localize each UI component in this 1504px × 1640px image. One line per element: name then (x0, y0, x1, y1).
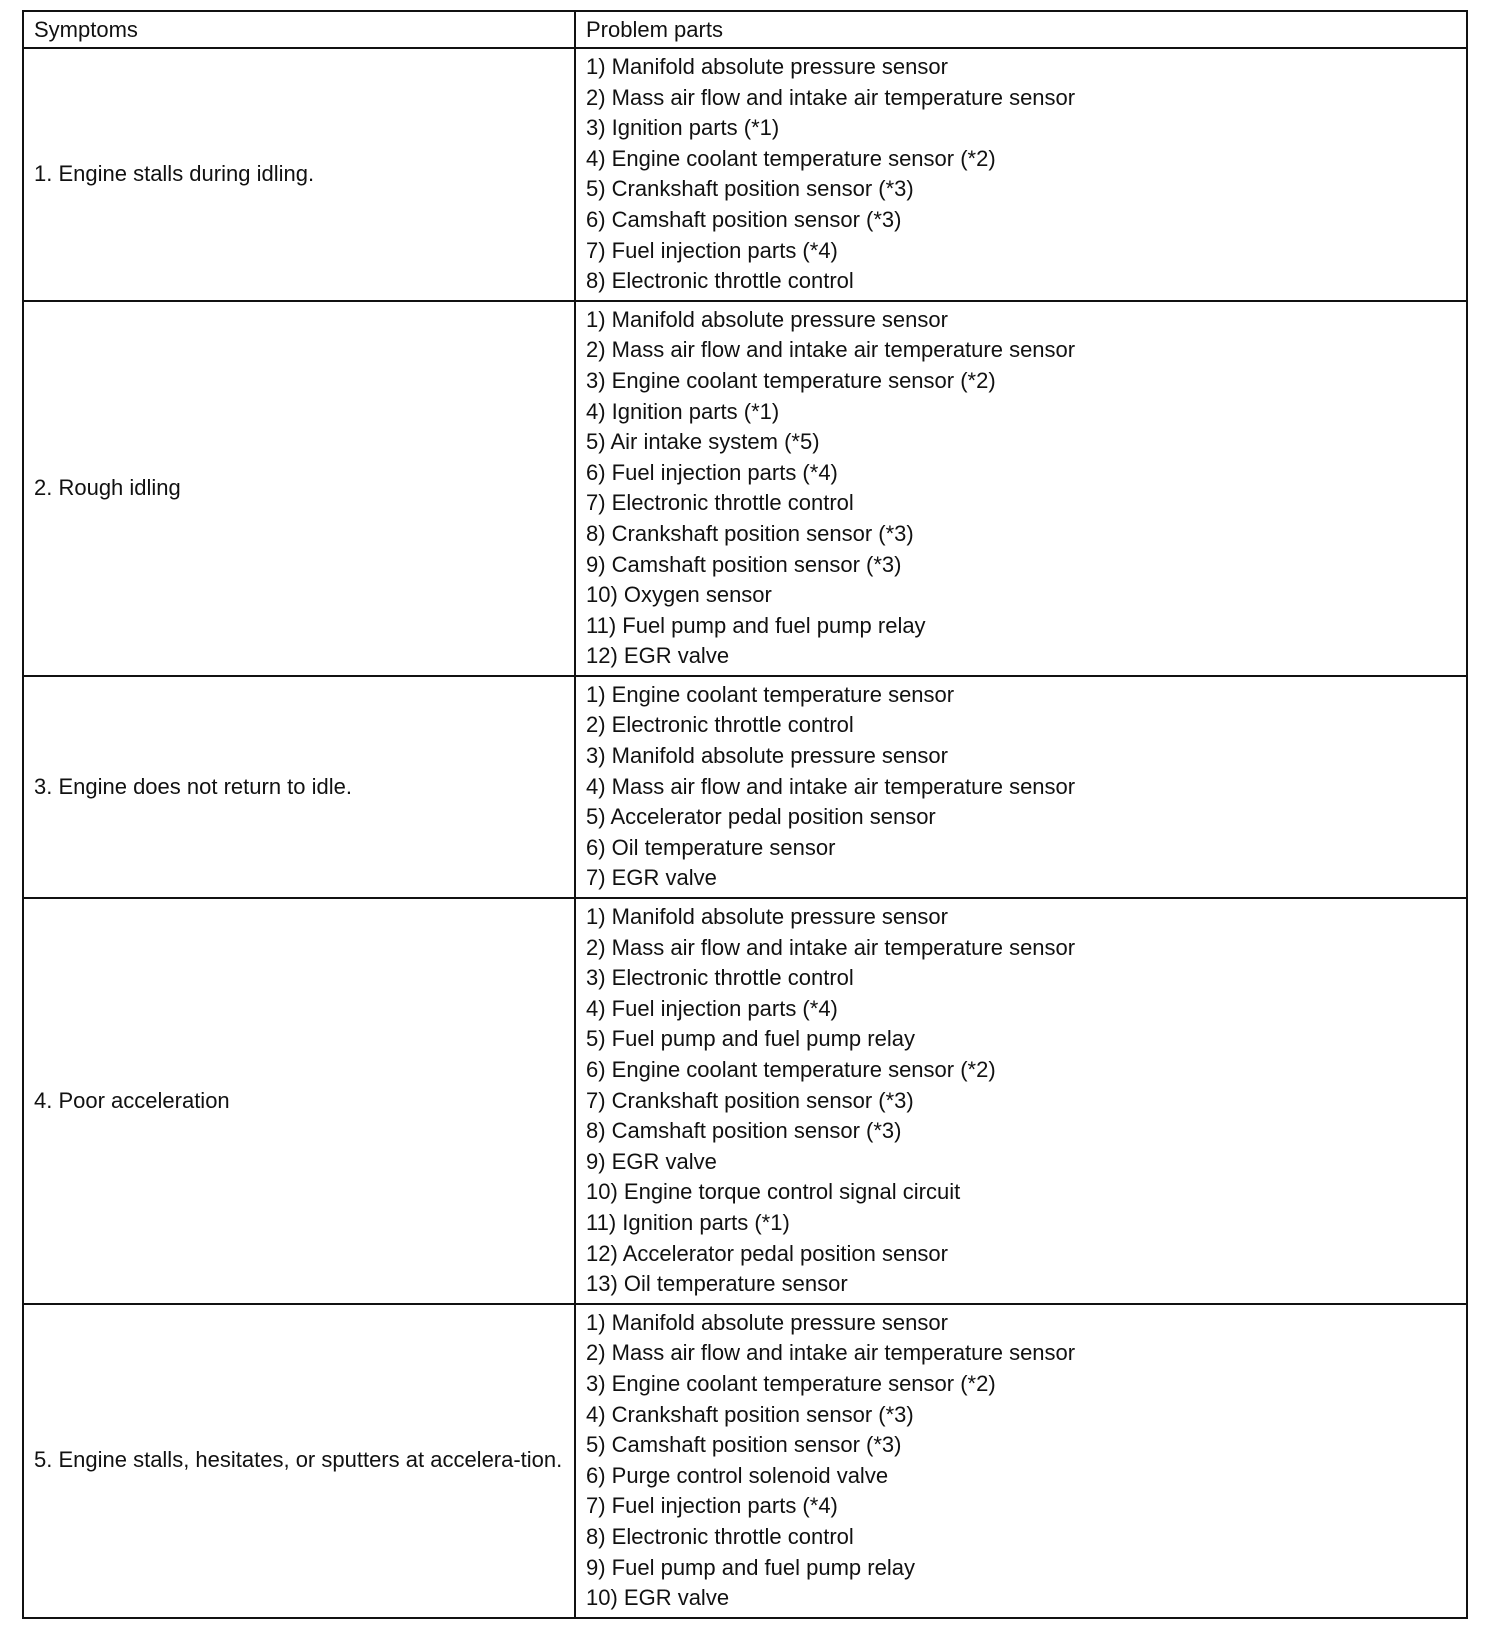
table-body (23, 48, 1467, 1618)
symptom-cell (23, 676, 575, 898)
problem-parts-cell (575, 676, 1467, 898)
problem-part-item: 3) Manifold absolute pressure sensor (586, 743, 948, 769)
problem-parts-cell (575, 1304, 1467, 1618)
problem-part-item: 7) EGR valve (586, 865, 717, 891)
symptom-text: 1. Engine stalls during idling. (34, 161, 315, 187)
table-row (23, 676, 1467, 898)
problem-part-item: 4) Ignition parts (*1) (586, 398, 780, 424)
problem-part-item: 6) Oil temperature sensor (586, 834, 836, 860)
problem-part-item: 9) EGR valve (586, 1148, 717, 1174)
problem-part-item: 6) Engine coolant temperature sensor (*2) (586, 1057, 996, 1082)
problem-part-item: 1) Engine coolant temperature sensor (586, 681, 955, 707)
problem-part-item: 6) Purge control solenoid valve (586, 1462, 889, 1488)
header-problem-parts: Problem parts (575, 11, 1467, 48)
problem-part-item: 5) Accelerator pedal position sensor (586, 804, 936, 830)
table-row (23, 1304, 1467, 1618)
problem-parts-cell (575, 898, 1467, 1304)
problem-part-item: 4) Mass air flow and intake air temperature sensor (586, 773, 1076, 799)
problem-parts-list (586, 52, 1456, 297)
problem-part-item: 5) Crankshaft position sensor (*3) (586, 176, 914, 202)
symptom-text: 3. Engine does not return to idle. (34, 773, 352, 799)
problem-part-item: 10) EGR valve (586, 1585, 730, 1611)
problem-part-item: 7) Fuel injection parts (*4) (586, 237, 838, 263)
problem-part-item: 2) Mass air flow and intake air temperature sensor (586, 337, 1076, 363)
problem-part-item: 8) Electronic throttle control (586, 268, 854, 294)
table-header-row (23, 11, 1467, 48)
problem-part-item: 2) Mass air flow and intake air temperature sensor (586, 84, 1076, 110)
table-row (23, 898, 1467, 1304)
problem-part-item: 7) Fuel injection parts (*4) (586, 1493, 838, 1519)
problem-part-item: 2) Mass air flow and intake air temperature sensor (586, 1340, 1076, 1366)
problem-part-item: 8) Camshaft position sensor (*3) (586, 1118, 902, 1144)
problem-part-item: 6) Camshaft position sensor (*3) (586, 206, 902, 232)
table-row (23, 301, 1467, 676)
symptoms-table (22, 10, 1468, 1619)
problem-part-item: 1) Manifold absolute pressure sensor (586, 54, 948, 79)
problem-part-item: 4) Fuel injection parts (*4) (586, 995, 838, 1021)
problem-part-item: 10) Oxygen sensor (586, 582, 772, 608)
problem-part-item: 7) Electronic throttle control (586, 490, 854, 516)
header-symptoms: Symptoms (23, 11, 575, 48)
problem-part-item: 2) Electronic throttle control (586, 712, 854, 738)
problem-part-item: 3) Ignition parts (*1) (586, 115, 780, 141)
problem-part-item: 5) Air intake system (*5) (586, 429, 820, 455)
problem-part-item: 4) Crankshaft position sensor (*3) (586, 1401, 914, 1427)
problem-parts-list (586, 680, 1456, 894)
symptom-cell (23, 301, 575, 676)
problem-part-item: 1) Manifold absolute pressure sensor (586, 1309, 948, 1335)
problem-part-item: 4) Engine coolant temperature sensor (*2) (586, 145, 996, 171)
problem-part-item: 1) Manifold absolute pressure sensor (586, 306, 948, 332)
problem-parts-list (586, 1308, 1456, 1614)
problem-part-item: 6) Fuel injection parts (*4) (586, 459, 838, 485)
problem-part-item: 13) Oil temperature sensor (586, 1271, 848, 1297)
symptom-text: 5. Engine stalls, hesitates, or sputters at accelera-tion. (34, 1447, 563, 1473)
problem-part-item: 5) Camshaft position sensor (*3) (586, 1432, 902, 1458)
problem-part-item: 2) Mass air flow and intake air temperature sensor (586, 934, 1076, 960)
problem-part-item: 8) Electronic throttle control (586, 1523, 854, 1549)
problem-part-item: 9) Fuel pump and fuel pump relay (586, 1554, 915, 1580)
problem-part-item: 8) Crankshaft position sensor (*3) (586, 520, 914, 546)
symptom-cell (23, 48, 575, 301)
problem-parts-list (586, 902, 1456, 1300)
problem-part-item: 11) Ignition parts (*1) (586, 1209, 790, 1235)
problem-part-item: 9) Camshaft position sensor (*3) (586, 551, 902, 577)
symptom-text: 4. Poor acceleration (34, 1087, 230, 1113)
symptom-cell (23, 898, 575, 1304)
symptom-cell (23, 1304, 575, 1618)
problem-part-item: 3) Engine coolant temperature sensor (*2) (586, 1370, 996, 1396)
symptom-text: 2. Rough idling (34, 475, 181, 501)
problem-part-item: 7) Crankshaft position sensor (*3) (586, 1087, 914, 1113)
problem-parts-list (586, 305, 1456, 672)
problem-part-item: 10) Engine torque control signal circuit (586, 1179, 961, 1205)
problem-part-item: 3) Engine coolant temperature sensor (*2) (586, 367, 996, 393)
problem-part-item: 5) Fuel pump and fuel pump relay (586, 1026, 915, 1052)
problem-part-item: 11) Fuel pump and fuel pump relay (586, 612, 926, 638)
problem-parts-cell (575, 301, 1467, 676)
problem-parts-cell (575, 48, 1467, 301)
problem-part-item: 3) Electronic throttle control (586, 965, 854, 991)
problem-part-item: 12) Accelerator pedal position sensor (586, 1240, 948, 1266)
problem-part-item: 12) EGR valve (586, 643, 730, 669)
problem-part-item: 1) Manifold absolute pressure sensor (586, 904, 948, 930)
table-row (23, 48, 1467, 301)
